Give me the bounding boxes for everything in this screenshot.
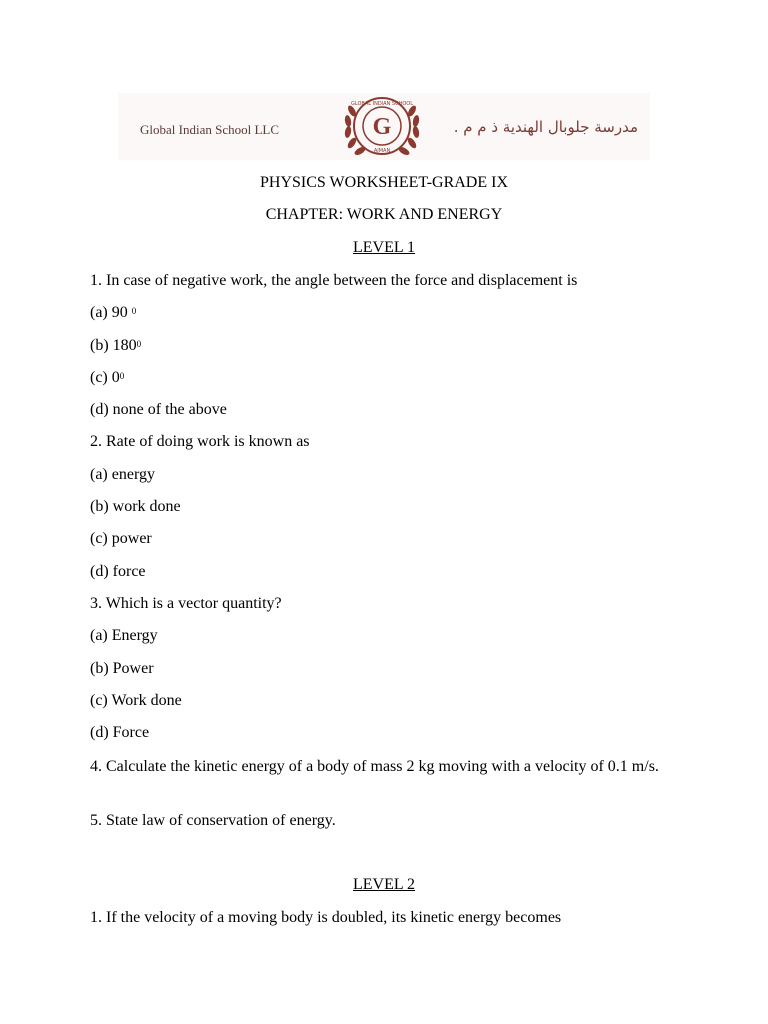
school-name-arabic: مدرسة جلوبال الهندية ذ م م . <box>453 118 638 136</box>
degree-superscript: 0 <box>136 339 142 349</box>
degree-superscript: 0 <box>119 371 125 381</box>
school-crest-logo <box>330 93 434 160</box>
svg-text:G: G <box>372 114 392 140</box>
option-1b <box>90 336 680 356</box>
option-1a <box>90 303 680 323</box>
school-header-banner <box>118 93 650 160</box>
question-3: 3. Which is a vector quantity? <box>90 595 282 612</box>
option-2c: (c) power <box>90 530 152 547</box>
question-1: 1. In case of negative work, the angle between the force and displacement is <box>90 272 578 289</box>
svg-text:GLOBAL INDIAN SCHOOL: GLOBAL INDIAN SCHOOL <box>350 101 414 107</box>
option-3c: (c) Work done <box>90 692 182 709</box>
question-5: 5. State law of conservation of energy. <box>90 812 336 829</box>
option-text: (c) 0 <box>90 369 120 386</box>
option-3b: (b) Power <box>90 660 154 677</box>
option-text: (b) 180 <box>90 337 137 354</box>
school-name-english: Global Indian School LLC <box>140 122 280 137</box>
option-1c <box>90 368 680 388</box>
worksheet-title: PHYSICS WORKSHEET-GRADE IX <box>259 174 509 191</box>
option-1d: (d) none of the above <box>90 401 227 418</box>
option-2b: (b) work done <box>90 498 181 515</box>
option-2d: (d) force <box>90 563 146 580</box>
question-4: 4. Calculate the kinetic energy of a body of mass 2 kg moving with a velocity of 0.1 m/s. <box>90 758 659 775</box>
option-3d: (d) Force <box>90 724 150 741</box>
level2-heading: LEVEL 2 <box>352 876 416 893</box>
option-2a: (a) energy <box>90 466 155 483</box>
option-text: (a) 90 <box>90 304 132 321</box>
option-3a: (a) Energy <box>90 627 158 644</box>
svg-text:AJMAN: AJMAN <box>373 148 391 154</box>
chapter-title: CHAPTER: WORK AND ENERGY <box>265 206 503 223</box>
degree-superscript: 0 <box>131 306 137 316</box>
question-2: 2. Rate of doing work is known as <box>90 433 310 450</box>
level2-question-1: 1. If the velocity of a moving body is doubled, its kinetic energy becomes <box>90 909 562 926</box>
level1-heading: LEVEL 1 <box>352 239 416 256</box>
